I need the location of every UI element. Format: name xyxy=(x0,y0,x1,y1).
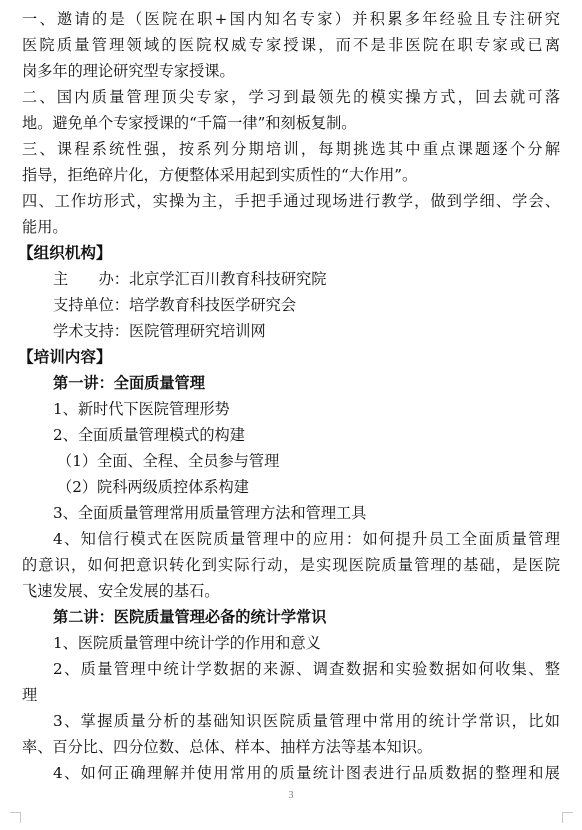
lecture-2-item: 3、掌握质量分析的基础知识医院质量管理中常用的统计学常识，比如 xyxy=(53,712,560,730)
org-heading: 【组织机构】 xyxy=(18,243,112,262)
lecture-1-item-continued: 飞速发展、安全发展的基石。 xyxy=(22,582,220,600)
paragraph-3-line-2: 指导，拒绝碎片化，方便整体采用起到实质性的“大作用”。 xyxy=(22,166,418,184)
paragraph-2-line-2: 地。避免单个专家授课的“千篇一律”和刻板复制。 xyxy=(22,114,357,132)
paragraph-4-line-2: 能用。 xyxy=(22,218,68,236)
lecture-1-item: 3、全面质量管理常用质量管理方法和管理工具 xyxy=(53,504,367,522)
org-support: 支持单位：培学教育科技医学研究会 xyxy=(53,296,296,314)
lecture-1-item-continued: 的意识，如何把意识转化到实际行动，是实现医院质量管理的基础，是医院 xyxy=(22,556,560,574)
lecture-2-title: 第二讲：医院质量管理必备的统计学常识 xyxy=(53,608,327,626)
lecture-2-item-continued: 理 xyxy=(22,686,38,704)
lecture-2-item: 2、质量管理中统计学数据的来源、调查数据和实验数据如何收集、整 xyxy=(53,660,560,678)
lecture-2-item-continued: 率、百分比、四分位数、总体、样本、抽样方法等基本知识。 xyxy=(22,738,433,756)
lecture-1-subitem: （2）院科两级质控体系构建 xyxy=(57,478,249,496)
paragraph-4-line-1: 四、工作坊形式，实操为主，手把手通过现场进行教学，做到学细、学会、 xyxy=(22,192,560,210)
lecture-2-item: 1、医院质量管理中统计学的作用和意义 xyxy=(53,634,321,652)
training-heading: 【培训内容】 xyxy=(18,347,112,366)
paragraph-1-line-1: 一、邀请的是（医院在职+国内知名专家）并积累多年经验且专注研究 xyxy=(22,10,560,28)
paragraph-1-line-2: 医院质量管理领域的医院权威专家授课，而不是非医院在职专家或已离 xyxy=(22,36,560,54)
paragraph-2-line-1: 二、国内质量管理顶尖专家，学习到最领先的模实操方式，回去就可落 xyxy=(22,88,560,106)
org-academic: 学术支持：医院管理研究培训网 xyxy=(53,322,266,340)
lecture-1-item: 2、全面质量管理模式的构建 xyxy=(53,426,245,444)
lecture-2-item: 4、如何正确理解并使用常用的质量统计图表进行品质数据的整理和展 xyxy=(53,764,560,782)
lecture-1-item: 4、知信行模式在医院质量管理中的应用：如何提升员工全面质量管理 xyxy=(53,530,560,548)
page-number: 3 xyxy=(288,790,294,801)
page-corner-mark-right xyxy=(562,812,573,823)
paragraph-3-line-1: 三、课程系统性强，按系列分期培训，每期挑选其中重点课题逐个分解 xyxy=(22,140,560,158)
lecture-1-subitem: （1）全面、全程、全员参与管理 xyxy=(57,452,280,470)
paragraph-1-line-3: 岗多年的理论研究型专家授课。 xyxy=(22,62,235,80)
lecture-1-item: 1、新时代下医院管理形势 xyxy=(53,400,230,418)
org-host: 主 办：北京学汇百川教育科技研究院 xyxy=(53,270,327,288)
page-corner-mark-left xyxy=(10,812,21,823)
lecture-1-title: 第一讲：全面质量管理 xyxy=(53,374,205,392)
